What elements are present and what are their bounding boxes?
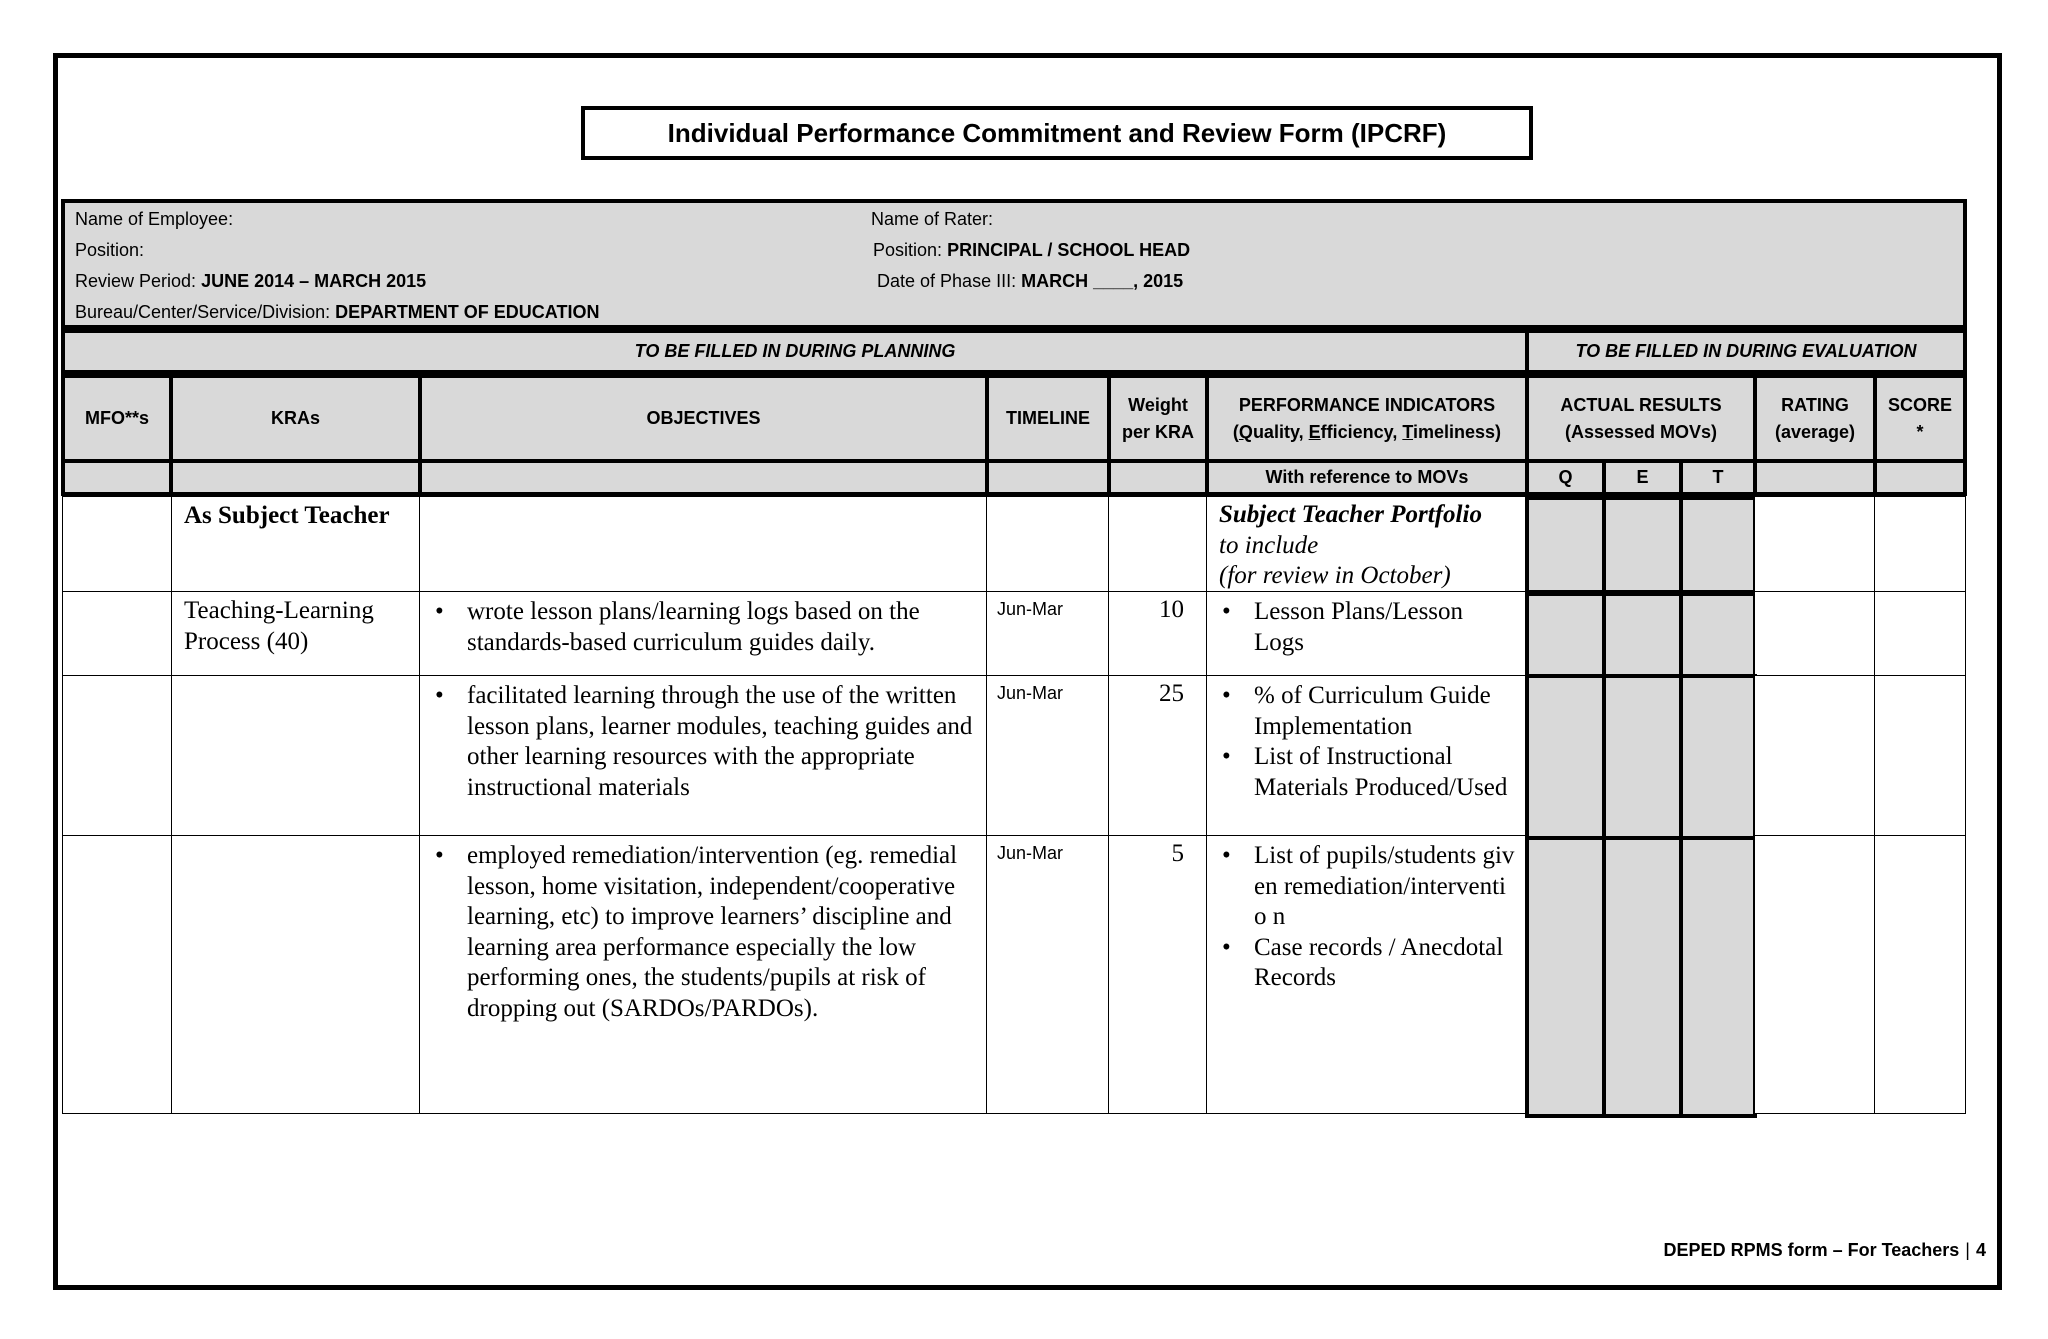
header-weight (1107, 374, 1209, 463)
cell-kra (171, 675, 420, 836)
portfolio-title: Subject Teacher Portfolio (1219, 501, 1482, 528)
rater-position-row (873, 240, 1190, 261)
bureau-row (75, 302, 599, 323)
cell-score (1874, 591, 1966, 676)
phase-date-label: Date of Phase III: (877, 271, 1017, 291)
cell-kra (171, 835, 420, 1114)
subheader-blank-timeline (985, 459, 1111, 496)
employee-position-label: Position: (75, 240, 145, 260)
cell-t (1679, 836, 1757, 1118)
rater-name-label: Name of Rater: (871, 209, 994, 229)
header-weight-line1: Weight (1128, 394, 1188, 415)
cell-objective (419, 835, 988, 1114)
cell-weight: 25 (1108, 675, 1207, 836)
employee-name-row (75, 209, 233, 230)
header-objectives-text: OBJECTIVES (646, 408, 761, 428)
cell-indicators (1206, 835, 1527, 1114)
cell-t (1679, 592, 1757, 678)
page-number: 4 (1975, 1240, 1986, 1260)
indicator-item: • % of Curriculum Guide Implementation (1215, 681, 1518, 742)
phase-date-value: MARCH ____, 2015 (1021, 271, 1184, 291)
header-kras-text: KRAs (270, 408, 320, 428)
cell-t (1679, 496, 1757, 594)
cell-objective (419, 591, 988, 676)
review-period-label: Review Period: (75, 271, 197, 291)
cell-e (1602, 496, 1683, 594)
subheader-q (1525, 459, 1606, 496)
header-score (1873, 374, 1967, 463)
subheader-t (1679, 459, 1757, 496)
header-pi-line1: PERFORMANCE INDICATORS (1238, 394, 1496, 415)
cell-rating (1754, 675, 1876, 836)
cell-q (1525, 836, 1606, 1118)
header-mfo-text: MFO**s (84, 408, 149, 428)
cell-mfo (62, 496, 172, 592)
header-mfo (61, 374, 173, 463)
portfolio-line3: (for review in October) (1219, 562, 1451, 589)
planning-band: TO BE FILLED IN DURING PLANNING (61, 329, 1529, 374)
header-objectives (418, 374, 989, 463)
cell-rating (1754, 496, 1876, 592)
header-actual-line1: ACTUAL RESULTS (1560, 394, 1722, 415)
cell-mfo (62, 675, 172, 836)
cell-t (1679, 674, 1757, 840)
cell-mfo (62, 835, 172, 1114)
header-rating-line2: (average) (1774, 421, 1856, 442)
cell-rating (1754, 835, 1876, 1114)
cell-objective (419, 675, 988, 836)
employee-name-label: Name of Employee: (75, 209, 234, 229)
cell-weight: 10 (1108, 591, 1207, 676)
bureau-label: Bureau/Center/Service/Division: (75, 302, 331, 322)
indicator-item: • Lesson Plans/Lesson Logs (1215, 597, 1518, 658)
footer-separator: | (1965, 1240, 1970, 1260)
header-score-line1: SCORE (1887, 394, 1952, 415)
subheader-movs (1205, 459, 1529, 496)
cell-weight (1108, 496, 1207, 592)
subheader-blank-rating (1753, 459, 1877, 496)
subheader-q-text: Q (1558, 467, 1573, 487)
cell-timeline: Jun-Mar (986, 835, 1109, 1114)
evaluation-band: TO BE FILLED IN DURING EVALUATION (1525, 329, 1967, 374)
review-period-value: JUNE 2014 – MARCH 2015 (201, 271, 427, 291)
cell-timeline (986, 496, 1109, 592)
header-actual-results (1525, 374, 1757, 463)
header-pi-line2: (Quality, Efficiency, Timeliness) (1232, 421, 1502, 442)
indicator-item: • Case records / Anecdotal Records (1215, 933, 1518, 994)
header-timeline (985, 374, 1111, 463)
cell-indicators (1206, 591, 1527, 676)
cell-kra: Teaching-Learning Process (40) (171, 591, 420, 676)
cell-e (1602, 592, 1683, 678)
cell-q (1525, 674, 1606, 840)
cell-e (1602, 674, 1683, 840)
cell-weight: 5 (1108, 835, 1207, 1114)
header-score-line2: * (1916, 421, 1924, 442)
cell-portfolio-indicator (1206, 496, 1527, 592)
cell-kra-section: As Subject Teacher (171, 496, 420, 592)
cell-timeline: Jun-Mar (986, 591, 1109, 676)
header-rating-line1: RATING (1781, 394, 1849, 415)
cell-indicators (1206, 675, 1527, 836)
header-kras (169, 374, 422, 463)
objective-item: • employed remediation/intervention (eg. remedial lesson, home visitation, independent/cooperative learning, etc) to improve learners’ discipline and learning area performance especially the low performing ones, the students/pupils at risk of dropping out (SARDOs/PARDOs). (428, 841, 979, 1024)
subheader-t-text: T (1712, 467, 1724, 487)
subheader-blank-score (1873, 459, 1967, 496)
cell-e (1602, 836, 1683, 1118)
objective-item: • wrote lesson plans/learning logs based on the standards-based curriculum guides daily. (428, 597, 979, 658)
header-actual-line2: (Assessed MOVs) (1564, 421, 1718, 442)
subheader-blank-kras (169, 459, 422, 496)
cell-rating (1754, 591, 1876, 676)
cell-timeline: Jun-Mar (986, 675, 1109, 836)
subheader-e (1602, 459, 1683, 496)
subheader-e-text: E (1636, 467, 1649, 487)
indicator-item: • List of pupils/students given remediation/interventio n (1215, 841, 1518, 933)
header-timeline-text: TIMELINE (1006, 408, 1090, 428)
employee-info-panel (61, 199, 1967, 329)
header-rating (1753, 374, 1877, 463)
footer-label: DEPED RPMS form – For Teachers (1663, 1240, 1960, 1260)
cell-score (1874, 835, 1966, 1114)
rater-position-value: PRINCIPAL / SCHOOL HEAD (947, 240, 1191, 260)
review-period-row (75, 271, 426, 292)
header-weight-line2: per KRA (1121, 421, 1194, 442)
cell-objectives (419, 496, 988, 592)
header-performance-indicators (1205, 374, 1529, 463)
subheader-blank-weight (1107, 459, 1209, 496)
form-title: Individual Performance Commitment and Review Form (IPCRF) (581, 106, 1533, 160)
indicator-item: • List of Instructional Materials Produced/Used (1215, 742, 1518, 803)
rater-name-row (871, 209, 993, 230)
portfolio-line2: to include (1219, 531, 1319, 559)
cell-q (1525, 592, 1606, 678)
subheader-blank-objectives (418, 459, 989, 496)
subheader-blank-mfo (61, 459, 173, 496)
cell-score (1874, 496, 1966, 592)
cell-q (1525, 496, 1606, 594)
objective-item: • facilitated learning through the use of the written lesson plans, learner modules, teaching guides and other learning resources with the appropriate instructional materials (428, 681, 979, 803)
bureau-value: DEPARTMENT OF EDUCATION (335, 302, 600, 322)
subheader-movs-text: With reference to MOVs (1265, 467, 1469, 487)
cell-score (1874, 675, 1966, 836)
employee-position-row (75, 240, 144, 261)
rater-position-label: Position: (873, 240, 943, 260)
page-footer (1664, 1240, 1986, 1261)
phase-date-row (877, 271, 1183, 292)
cell-mfo (62, 591, 172, 676)
